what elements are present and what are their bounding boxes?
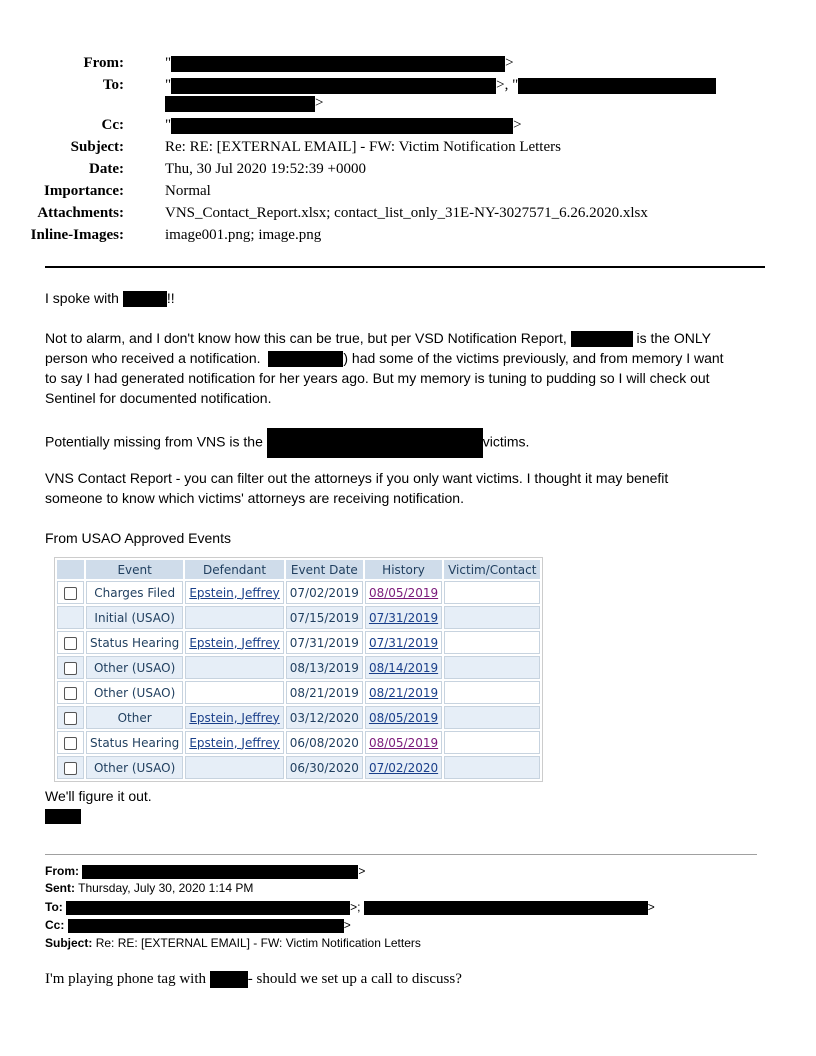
defendant-link[interactable]: Epstein, Jeffrey: [189, 735, 280, 750]
victim-contact-cell: [444, 731, 540, 754]
event-cell: Other (USAO): [86, 681, 183, 704]
inline-images-value: image001.png; image.png: [165, 227, 322, 243]
history-cell: [365, 606, 442, 629]
history-link[interactable]: 08/21/2019: [368, 685, 439, 700]
row-checkbox-cell: [57, 631, 84, 654]
event-cell: Status Hearing: [86, 731, 183, 754]
forward-cc-label: Cc:: [45, 918, 65, 932]
table-row: [57, 681, 540, 704]
text: Potentially missing from VNS is the: [45, 433, 263, 450]
history-cell: [365, 581, 442, 604]
row-checkbox[interactable]: [64, 662, 77, 675]
row-checkbox[interactable]: [64, 762, 77, 775]
forward-subject-value: Re: RE: [EXTERNAL EMAIL] - FW: Victim Notification Letters: [95, 936, 421, 950]
attachments-label: Attachments:: [37, 205, 124, 221]
redaction: [82, 865, 358, 879]
history-link[interactable]: 07/31/2019: [368, 635, 439, 650]
victim-contact-cell: [444, 606, 540, 629]
column-header-event-date: Event Date: [286, 560, 363, 579]
event-cell: Other: [86, 706, 183, 729]
defendant-link[interactable]: Epstein, Jeffrey: [189, 710, 280, 725]
date-value: Thu, 30 Jul 2020 19:52:39 +0000: [165, 161, 366, 177]
redaction-signature: [45, 809, 81, 824]
row-checkbox[interactable]: [64, 737, 77, 750]
redaction: [123, 291, 167, 307]
column-header-defendant: Defendant: [185, 560, 283, 579]
defendant-cell: [185, 656, 283, 679]
event-date-cell: 03/12/2020: [286, 706, 363, 729]
header-rule: [45, 266, 765, 268]
redaction: [68, 919, 344, 933]
forward-from-label: From:: [45, 864, 79, 878]
defendant-cell: [185, 581, 283, 604]
redaction: [268, 351, 343, 367]
forward-to-label: To:: [45, 900, 63, 914]
text: to say I had generated notification for her years ago. But my memory is tuning to pudding so I will check out: [45, 370, 710, 386]
row-checkbox[interactable]: [64, 712, 77, 725]
column-header-history: History: [365, 560, 442, 579]
text: - should we set up a call to discuss?: [247, 971, 462, 987]
redaction: [66, 901, 350, 915]
victim-contact-cell: [444, 581, 540, 604]
text: Not to alarm, and I don't know how this can be true, but per VSD Notification Report,: [45, 330, 567, 346]
table-row: [57, 656, 540, 679]
row-checkbox[interactable]: [64, 587, 77, 600]
defendant-link[interactable]: Epstein, Jeffrey: [189, 635, 280, 650]
paragraph-4: [45, 468, 765, 508]
table-row: [57, 606, 540, 629]
row-checkbox-cell: [57, 756, 84, 779]
history-cell: [365, 731, 442, 754]
history-cell: [365, 756, 442, 779]
table-row: [57, 631, 540, 654]
event-date-cell: 06/08/2020: [286, 731, 363, 754]
history-link[interactable]: 08/05/2019: [368, 710, 439, 725]
defendant-cell: [185, 681, 283, 704]
cc-value: " >: [165, 117, 522, 133]
victim-contact-cell: [444, 656, 540, 679]
history-cell: [365, 656, 442, 679]
importance-label: Importance:: [44, 183, 124, 199]
history-cell: [365, 706, 442, 729]
text: person who received a notification.: [45, 350, 261, 366]
defendant-cell: [185, 756, 283, 779]
forward-divider: [45, 854, 757, 855]
redaction: [364, 901, 648, 915]
row-checkbox-cell: [57, 656, 84, 679]
forward-cc: Cc: >: [45, 918, 351, 932]
from-label: From:: [83, 55, 124, 71]
redaction: [165, 96, 315, 112]
forward-message: [45, 971, 462, 988]
forward-subject: [45, 935, 421, 952]
history-link[interactable]: 08/05/2019: [368, 735, 439, 750]
table-header-row: [57, 560, 540, 579]
table-row: [57, 581, 540, 604]
history-link[interactable]: 08/05/2019: [368, 585, 439, 600]
from-value: " >: [165, 55, 514, 71]
paragraph-2: [45, 328, 765, 408]
inline-images-label: Inline-Images:: [30, 227, 124, 243]
victim-contact-cell: [444, 756, 540, 779]
victim-contact-cell: [444, 631, 540, 654]
redaction: [210, 971, 248, 988]
cc-label: Cc:: [101, 117, 124, 133]
forward-subject-label: Subject:: [45, 936, 93, 950]
event-cell: Other (USAO): [86, 656, 183, 679]
redaction: [571, 331, 633, 347]
text: Sentinel for documented notification.: [45, 390, 272, 406]
defendant-cell: [185, 606, 283, 629]
forward-sent-label: Sent:: [45, 881, 75, 895]
history-link[interactable]: 07/02/2020: [368, 760, 439, 775]
event-cell: Other (USAO): [86, 756, 183, 779]
row-checkbox[interactable]: [64, 687, 77, 700]
text: someone to know which victims' attorneys are receiving notification.: [45, 490, 464, 506]
date-label: Date:: [89, 161, 124, 177]
defendant-link[interactable]: Epstein, Jeffrey: [189, 585, 280, 600]
event-date-cell: 08/13/2019: [286, 656, 363, 679]
text: !!: [166, 290, 175, 306]
victim-contact-cell: [444, 706, 540, 729]
to-label: To:: [102, 77, 124, 93]
subject-value: Re: RE: [EXTERNAL EMAIL] - FW: Victim Notification Letters: [165, 139, 561, 155]
forward-sent-value: Thursday, July 30, 2020 1:14 PM: [78, 881, 254, 895]
text: VNS Contact Report - you can filter out the attorneys if you only want victims. I thought it may benefit: [45, 470, 669, 486]
subject-label: Subject:: [70, 139, 124, 155]
row-checkbox-cell: [57, 581, 84, 604]
event-cell: Charges Filed: [86, 581, 183, 604]
to-value: " >, ": [165, 76, 716, 94]
history-link[interactable]: 08/14/2019: [368, 660, 439, 675]
attachments-value: VNS_Contact_Report.xlsx; contact_list_only_31E-NY-3027571_6.26.2020.xlsx: [165, 205, 648, 221]
table-row: [57, 756, 540, 779]
text: ) had some of the victims previously, and from memory I want: [343, 350, 724, 366]
redaction: [171, 118, 513, 134]
paragraph-3: [45, 428, 765, 458]
events-caption: From USAO Approved Events: [45, 530, 231, 546]
to-value-cont: >: [165, 94, 323, 112]
text: I spoke with: [45, 290, 123, 306]
usao-events-table: [54, 557, 543, 782]
checkbox-header: [57, 560, 84, 579]
row-checkbox-cell: [57, 731, 84, 754]
row-checkbox-cell: [57, 706, 84, 729]
event-date-cell: 06/30/2020: [286, 756, 363, 779]
event-date-cell: 08/21/2019: [286, 681, 363, 704]
event-date-cell: 07/02/2019: [286, 581, 363, 604]
event-cell: Initial (USAO): [86, 606, 183, 629]
event-date-cell: 07/31/2019: [286, 631, 363, 654]
redaction: [171, 78, 496, 94]
row-checkbox[interactable]: [64, 637, 77, 650]
victim-contact-cell: [444, 681, 540, 704]
forward-sent: [45, 880, 253, 897]
forward-from: From: >: [45, 864, 366, 878]
closing-line: We'll figure it out.: [45, 788, 152, 804]
table-row: [57, 706, 540, 729]
table-row: [57, 731, 540, 754]
column-header-event: Event: [86, 560, 183, 579]
history-cell: [365, 631, 442, 654]
event-cell: Status Hearing: [86, 631, 183, 654]
defendant-cell: [185, 731, 283, 754]
forward-to: To: >; >: [45, 900, 655, 914]
paragraph-1: [45, 288, 765, 308]
importance-value: Normal: [165, 183, 211, 199]
history-link[interactable]: 07/31/2019: [368, 610, 439, 625]
defendant-cell: [185, 631, 283, 654]
defendant-cell: [185, 706, 283, 729]
column-header-victim-contact: Victim/Contact: [444, 560, 540, 579]
history-cell: [365, 681, 442, 704]
text: I'm playing phone tag with: [45, 971, 207, 987]
redaction: [267, 428, 483, 458]
row-checkbox-cell: [57, 681, 84, 704]
text: is the ONLY: [636, 330, 711, 346]
text: victims.: [482, 433, 530, 450]
row-checkbox-cell: [57, 606, 84, 629]
redaction: [171, 56, 505, 72]
event-date-cell: 07/15/2019: [286, 606, 363, 629]
redaction: [518, 78, 716, 94]
